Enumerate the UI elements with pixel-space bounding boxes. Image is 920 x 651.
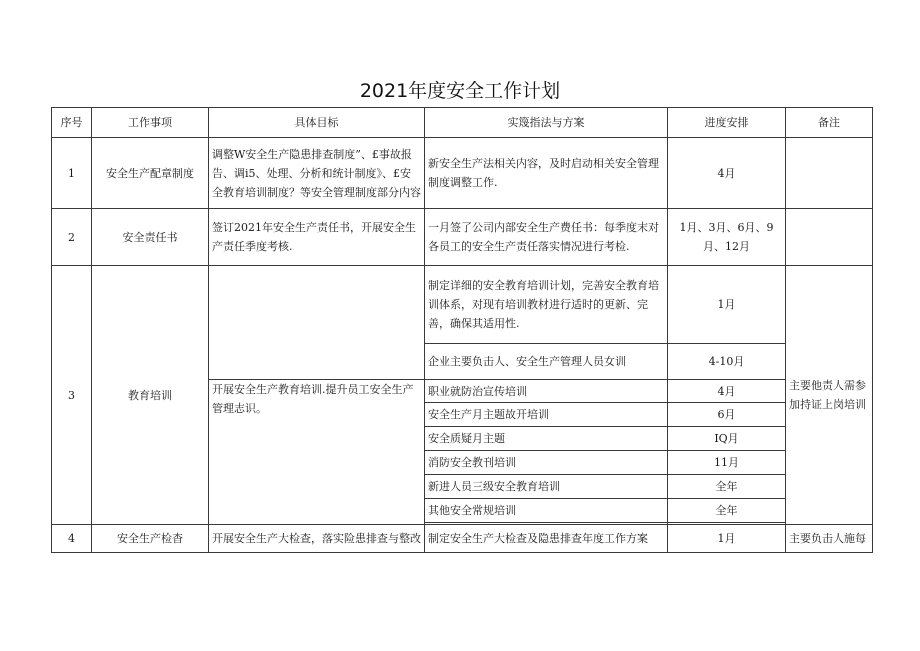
header-item: 工作事项 bbox=[92, 108, 209, 138]
training-measure: 安全生产月主题故开培训 bbox=[425, 403, 668, 427]
row-seq: 1 bbox=[52, 138, 92, 209]
row-item: 安全生产检杳 bbox=[92, 525, 209, 553]
row-goal: 调整W安全生产隐患排查制度”、£事故报告、调i5、处理、分析和统计制度》、£安全教育培训制度？等安全管理制度部分内容 bbox=[209, 138, 425, 209]
safety-plan-table bbox=[51, 107, 873, 553]
row-seq: 4 bbox=[52, 525, 92, 553]
training-measure: 安全质疑月主题 bbox=[425, 427, 668, 451]
training-schedule: 全年 bbox=[668, 475, 786, 499]
training-schedule: 11月 bbox=[668, 451, 786, 475]
row-schedule: 1月、3月、6月、9月、12月 bbox=[668, 209, 786, 266]
row-goal: 开展安全生产教育培训.提升员工安全生产管理志识。 bbox=[209, 380, 425, 525]
row-schedule: 4月 bbox=[668, 138, 786, 209]
training-schedule: IQ月 bbox=[668, 427, 786, 451]
row-remark bbox=[786, 138, 873, 209]
row-goal: 开展安全生产大检查，落实险患排查与整改 bbox=[209, 525, 425, 553]
training-measure: 企业主要负击人、安全生产管理人员女训 bbox=[425, 344, 668, 380]
row-seq: 2 bbox=[52, 209, 92, 266]
table-row bbox=[52, 209, 873, 266]
row-schedule: 1月 bbox=[668, 525, 786, 553]
training-schedule: 4-10月 bbox=[668, 344, 786, 380]
table-header-row bbox=[52, 108, 873, 138]
training-measure: 其他安全常规培训 bbox=[425, 499, 668, 523]
training-schedule: 全年 bbox=[668, 499, 786, 523]
row-remark bbox=[786, 209, 873, 266]
training-measure: 消防安全教刊培训 bbox=[425, 451, 668, 475]
row-goal: 签订2021年安全生产责任书，开展安全生产责任季度考核. bbox=[209, 209, 425, 266]
row-remark: 主要负击人施每 bbox=[786, 525, 873, 553]
row-measure: 制定安全生产大检查及隐患排查年度工作方案 bbox=[425, 525, 668, 553]
row-measure: 新安全生产法相关内容，及时启动相关安全管理制度调整工作. bbox=[425, 138, 668, 209]
header-remark: 备注 bbox=[786, 108, 873, 138]
training-schedule: 1月 bbox=[668, 266, 786, 344]
table-row bbox=[52, 138, 873, 209]
training-measure: 职业就防治宣传培训 bbox=[425, 380, 668, 403]
table-row bbox=[52, 266, 873, 344]
row-item: 教育培训 bbox=[92, 266, 209, 525]
training-measure: 制定详细的安全教育培训计划，完善安全教育培训体系，对现有培训教材进行适时的更新、完善，确保其适用性. bbox=[425, 266, 668, 344]
header-measure: 实篾指法与方案 bbox=[425, 108, 668, 138]
row-seq: 3 bbox=[52, 266, 92, 525]
row-goal-empty bbox=[209, 266, 425, 380]
row-remark: 主要他责人需参加持证上岗培训 bbox=[786, 266, 873, 525]
row-item: 安全责任书 bbox=[92, 209, 209, 266]
row-item: 安全生产配章制度 bbox=[92, 138, 209, 209]
table-row bbox=[52, 525, 873, 553]
header-seq: 序号 bbox=[52, 108, 92, 138]
header-schedule: 进度安排 bbox=[668, 108, 786, 138]
training-measure: 新进人员三级安全教育培训 bbox=[425, 475, 668, 499]
training-schedule: 4月 bbox=[668, 380, 786, 403]
header-goal: 具体目标 bbox=[209, 108, 425, 138]
row-measure: 一月签了公司内部安全生产费任书：每季度末对各员工的安全生产责任落实情况进行考检. bbox=[425, 209, 668, 266]
training-schedule: 6月 bbox=[668, 403, 786, 427]
page-title: 2021年度安全工作计划 bbox=[359, 80, 561, 102]
